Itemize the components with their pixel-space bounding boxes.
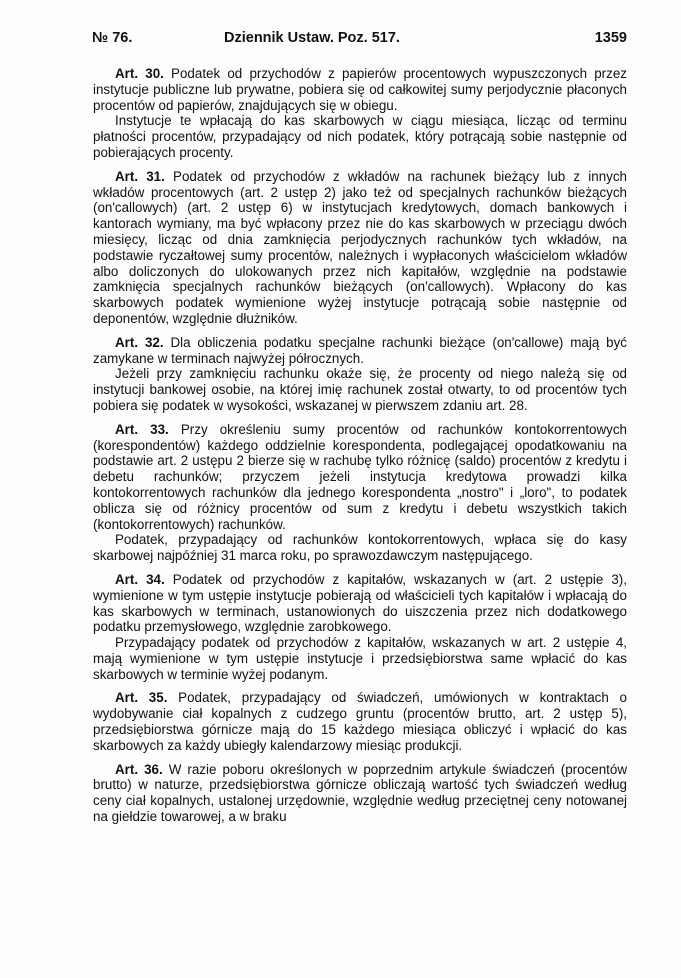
- article-label: Art. 33.: [115, 421, 169, 437]
- article-label: Art. 32.: [115, 334, 164, 350]
- article-paragraph: Art. 33. Przy określeniu sumy procentów od rachunków kontokorrentowych (korespondentów) każdego oddzielnie korespondenta, podlegającej opodatkowaniu na podstawie art. 2 ustępu 2 bierze się w rachubę tylko różnicę (saldo) procentów z kredytu i debetu rachunków; przyczem jeżeli instytucja kredytowa prowadzi kilka kontokorrentowych rachunków dla jednego korespondenta „nostro" i „loro", to podatek oblicza się od różnicy procentów od sum z kredytu i debetu wszystkich takich (kontokorrentowych) rachunków.: [93, 421, 627, 532]
- article-label: Art. 30.: [115, 66, 164, 81]
- article-30: [93, 66, 627, 161]
- article-paragraph: Podatek, przypadający od rachunków kontokorrentowych, wpłaca się do kasy skarbowej najpóźniej 31 marca roku, po sprawozdawczym następującego.: [93, 532, 627, 564]
- article-33: [93, 422, 627, 564]
- page-header: [92, 30, 627, 54]
- article-32: [93, 335, 627, 414]
- article-31: [93, 169, 627, 327]
- document-body: [93, 66, 627, 825]
- article-paragraph: Art. 31. Podatek od przychodów z wkładów na rachunek bieżący lub z innych wkładów procentowych (art. 2 ustęp 2) jako też od specjalnych rachunków bieżących (on'callowych) (art. 2 ustęp 6) w instytucjach kredytowych, domach bankowych i kantorach wymiany, ma być wpłacony przez nie do kas skarbowych w przeciągu dwóch miesięcy, licząc od dnia zamknięcia perjodycznych rachunków tych wkładów, na podstawie ryczałtowej sumy procentów, należnych i wypłaconych właścicielom wkładów albo doliczonych do ulokowanych przez nich kapitałów, względnie na podstawie zamknięcia specjalnych rachunków bieżących (on'callowych). Wpłacony do kas skarbowych podatek wymienione wyżej instytucje potrącają sobie następnie od deponentów, względnie dłużników.: [93, 168, 627, 326]
- page-number: 1359: [594, 30, 627, 46]
- article-label: Art. 35.: [115, 690, 168, 706]
- issue-number: № 76.: [92, 30, 133, 46]
- article-paragraph: Przypadający podatek od przychodów z kapitałów, wskazanych w art. 2 ustępie 4, mają wymienione w tym ustępie instytucje i przedsiębiorstwa same wpłacić do kas skarbowych w terminie wyżej podanym.: [93, 635, 627, 682]
- article-35: [93, 690, 627, 753]
- article-label: Art. 34.: [115, 571, 165, 587]
- article-label: Art. 36.: [115, 761, 163, 777]
- journal-title: Dziennik Ustaw. Poz. 517.: [224, 30, 400, 46]
- article-36: [93, 762, 627, 825]
- article-paragraph: Art. 34. Podatek od przychodów z kapitałów, wskazanych w (art. 2 ustępie 3), wymienione w tym ustępie instytucje pobierają od właścicieli tych kapitałów i wpłacają do kas skarbowych w terminach, ustanowionych do uiszczenia przez nich dodatkowego podatku przemysłowego, względnie zarobkowego.: [93, 571, 627, 635]
- article-paragraph: Art. 35. Podatek, przypadający od świadczeń, umówionych w kontraktach o wydobywanie ciał kopalnych z cudzego gruntu (procentów brutto, art. 2 ustęp 5), przedsiębiorstwa górnicze mają do 15 każdego miesiąca obliczyć i wpłacić do kas skarbowych za każdy ubiegły kalendarzowy miesiąc produkcji.: [93, 690, 627, 753]
- article-label: Art. 31.: [115, 168, 165, 184]
- article-paragraph: Art. 36. W razie poboru określonych w poprzednim artykule świadczeń (procentów brutto) w naturze, przedsiębiorstwa górnicze obliczają wartość tych świadczeń według ceny ciał kopalnych, ustalonej urzędownie, względnie według przeciętnej ceny notowanej na giełdzie towarowej, a w braku: [93, 761, 627, 825]
- article-paragraph: Art. 30. Podatek od przychodów z papierów procentowych wypuszczonych przez instytucje publiczne lub prywatne, pobiera się od całkowitej sumy perjodycznie płaconych procentów od papierów, znajdujących się w obiegu.: [93, 66, 627, 113]
- article-34: [93, 572, 627, 683]
- article-paragraph: Art. 32. Dla obliczenia podatku specjalne rachunki bieżące (on'callowe) mają być zamykane w terminach najwyżej półrocznych.: [93, 334, 627, 366]
- article-paragraph: Jeżeli przy zamknięciu rachunku okaże się, że procenty od niego należą się od instytucji bankowej osobie, na której imię rachunek został otwarty, to od procentów tych pobiera się podatek w wysokości, wskazanej w pierwszem zdaniu art. 28.: [93, 366, 627, 413]
- article-paragraph: Instytucje te wpłacają do kas skarbowych w ciągu miesiąca, licząc od terminu płatności procentów, przypadający od nich podatek, który potrącają sobie następnie od pobierających procenty.: [93, 113, 627, 160]
